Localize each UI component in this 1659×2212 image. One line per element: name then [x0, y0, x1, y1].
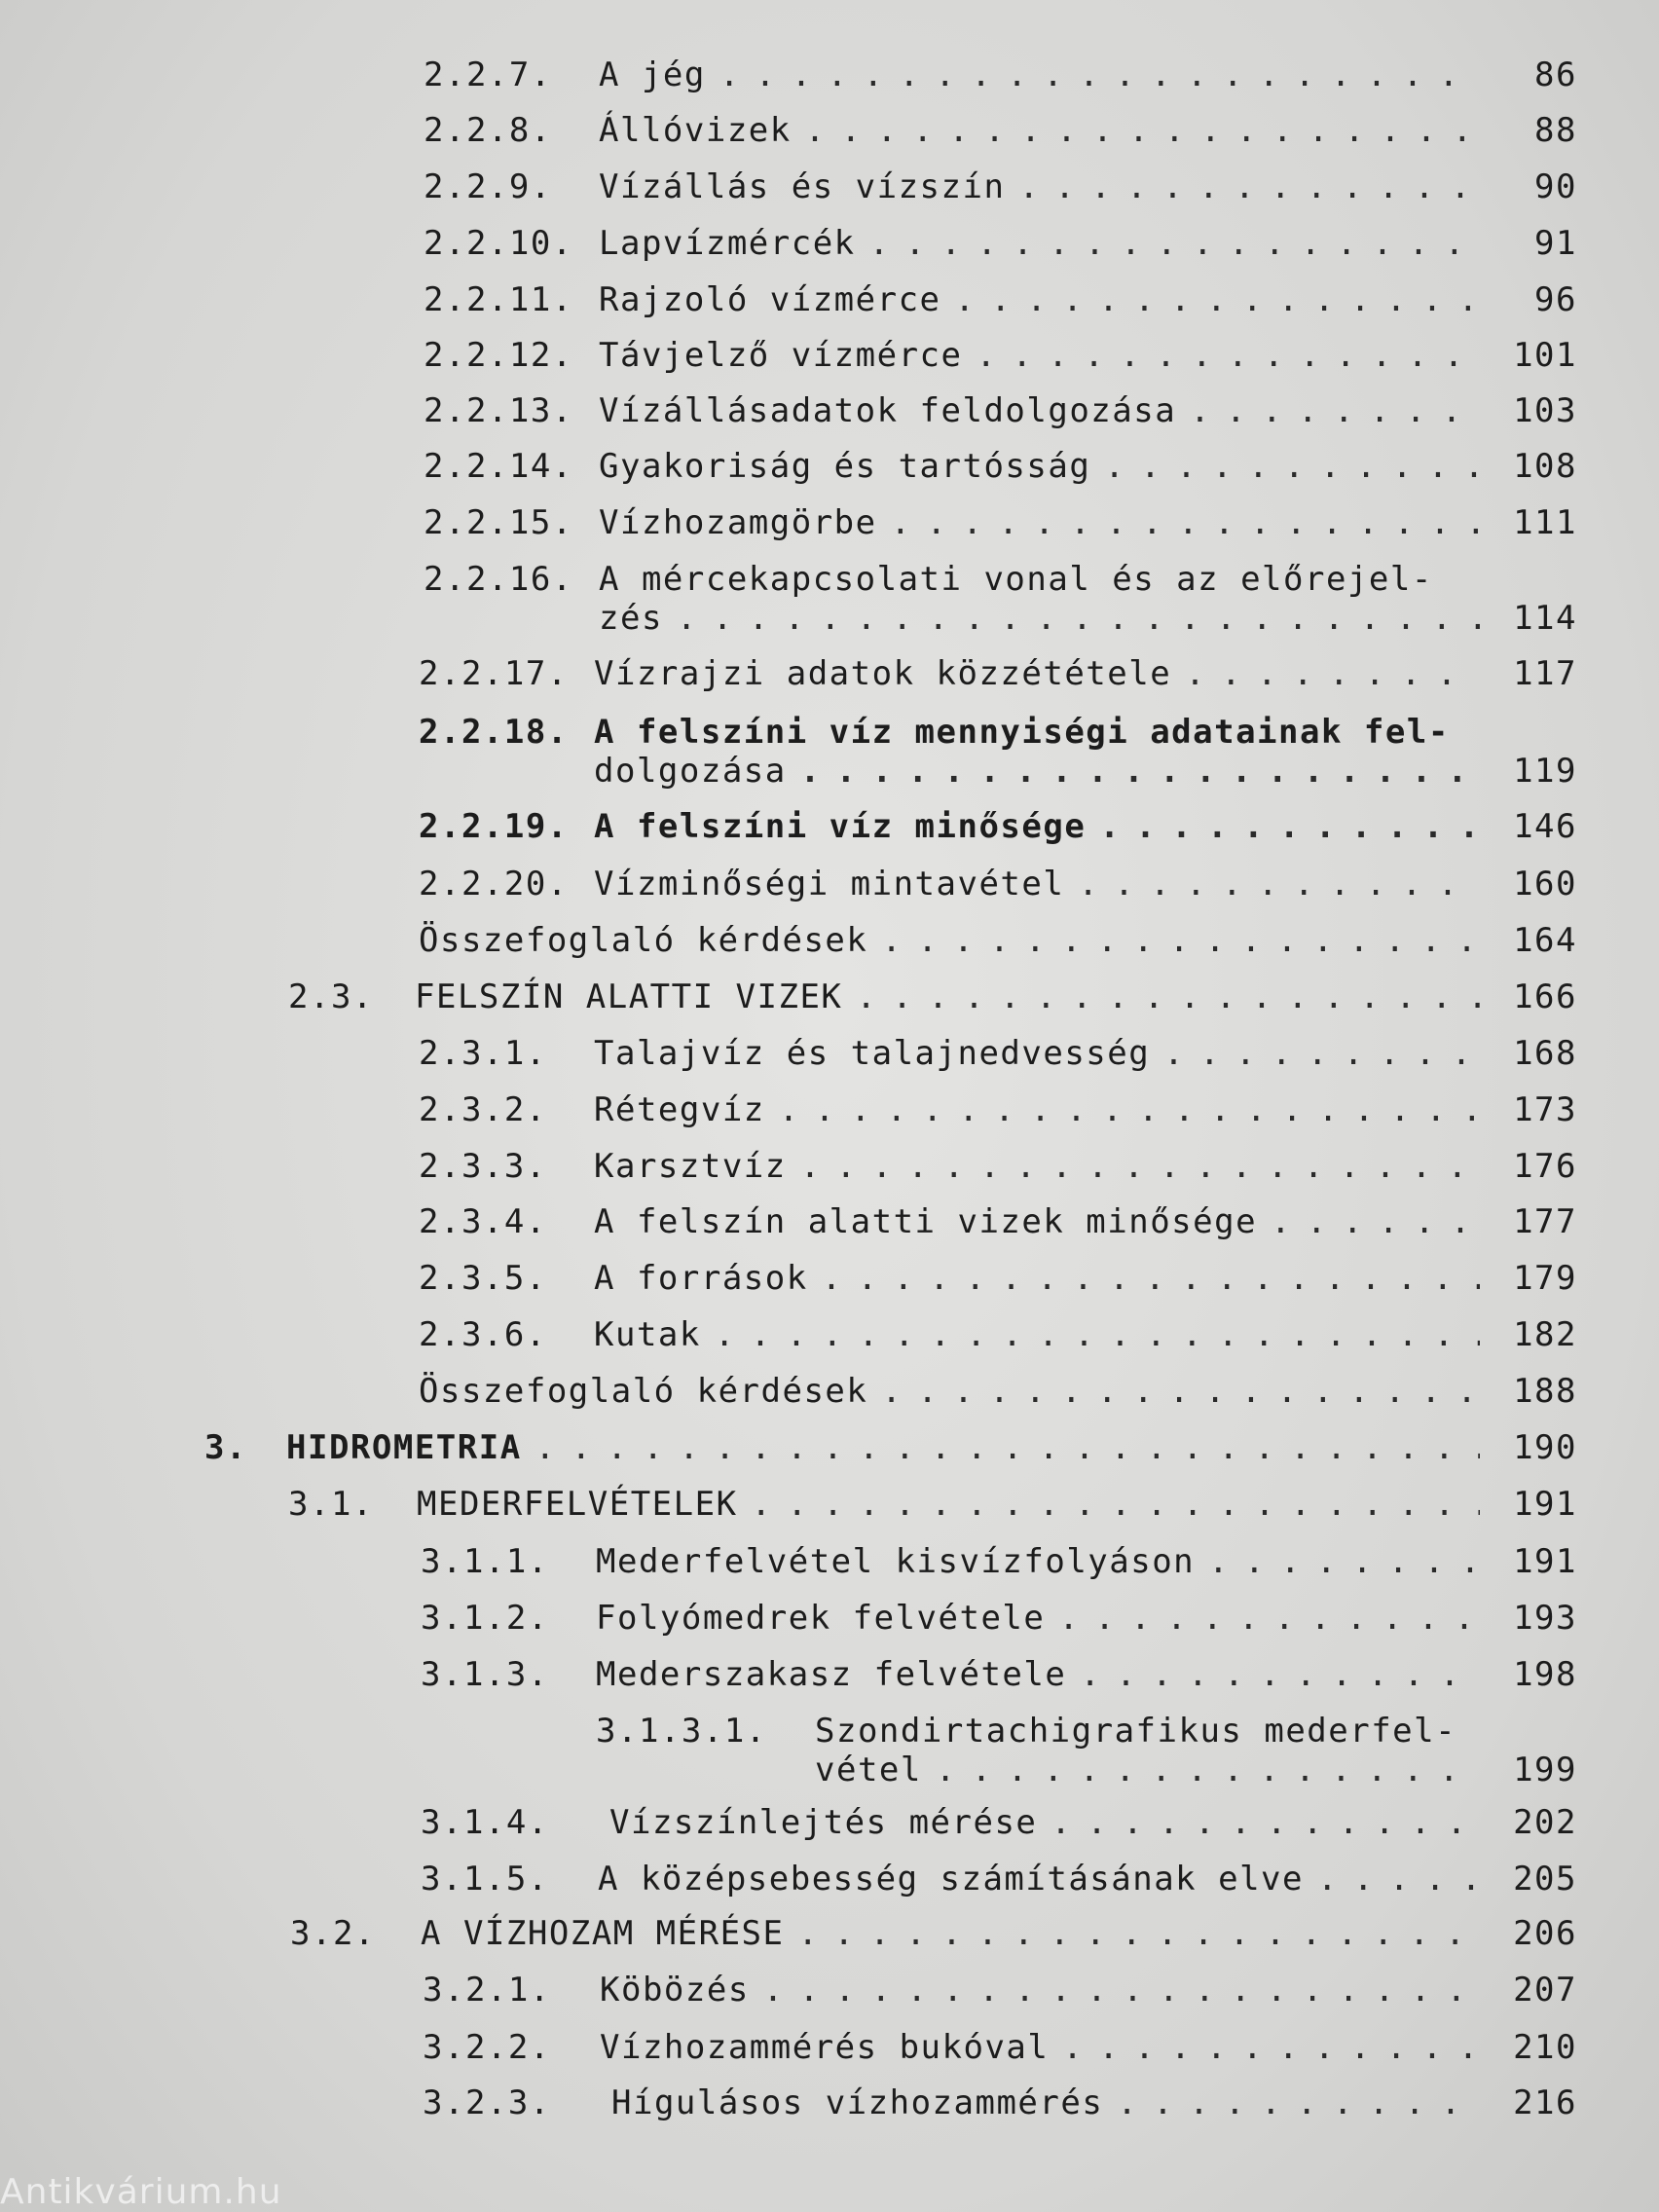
- toc-title: A mércekapcsolati vonal és az előrejel-: [599, 560, 1433, 599]
- toc-number: 2.2.17.: [419, 654, 569, 693]
- toc-title: Karsztvíz: [594, 1147, 787, 1186]
- toc-entry-summary-questions-1: [419, 919, 1577, 977]
- toc-page-number: 206: [1513, 1914, 1577, 1953]
- toc-page-number: 190: [1513, 1428, 1577, 1467]
- toc-title: Mederszakasz felvétele: [596, 1655, 1067, 1694]
- toc-number: 2.2.12.: [424, 336, 573, 375]
- toc-page-number: 86: [1534, 55, 1577, 94]
- toc-title: Köbözés: [600, 1971, 750, 2009]
- toc-page-number: 108: [1513, 447, 1577, 486]
- toc-number: 2.2.19.: [419, 807, 569, 846]
- toc-page-number: 182: [1513, 1315, 1577, 1354]
- toc-entry-2-2-11: [419, 278, 1577, 337]
- toc-title: Vízállásadatok feldolgozása: [599, 391, 1177, 430]
- toc-title: A jég: [599, 55, 706, 94]
- toc-entry-3-2-1: [421, 1969, 1577, 2027]
- toc-number: 3.2.2.: [423, 2028, 551, 2067]
- toc-title-continuation: vétel: [815, 1751, 922, 1789]
- toc-number: 3.1.1.: [421, 1542, 549, 1581]
- toc-entry-3-1-1: [419, 1540, 1577, 1599]
- toc-page-number: 191: [1513, 1542, 1577, 1581]
- toc-entry-2-2-12: [419, 334, 1577, 392]
- toc-title: A középsebesség számításának elve: [598, 1860, 1305, 1899]
- toc-number: 2.3.2.: [419, 1090, 547, 1129]
- toc-number: 3.1.5.: [421, 1860, 549, 1899]
- toc-page-number: 216: [1513, 2083, 1577, 2122]
- toc-number: 3.1.3.: [421, 1655, 549, 1694]
- toc-number: 2.2.18.: [419, 713, 569, 752]
- toc-title: A felszíni víz mennyiségi adatainak fel-: [594, 713, 1450, 752]
- toc-page-number: 146: [1513, 807, 1577, 846]
- toc-number: 3.2.: [290, 1914, 376, 1953]
- toc-entry-2-3: [288, 976, 1577, 1034]
- toc-page-number: 164: [1513, 921, 1577, 960]
- toc-entry-2-3-5: [419, 1257, 1577, 1315]
- toc-number: 2.2.13.: [424, 391, 573, 430]
- toc-title: MEDERFELVÉTELEK: [417, 1485, 738, 1524]
- toc-page-number: 160: [1513, 865, 1577, 903]
- toc-page-number: 91: [1534, 224, 1577, 263]
- toc-entry-3-1-5: [419, 1858, 1577, 1916]
- toc-number: 2.2.16.: [424, 560, 573, 599]
- toc-entry-3-2-3: [421, 2082, 1577, 2140]
- toc-title: FELSZÍN ALATTI VIZEK: [415, 977, 843, 1016]
- toc-title: HIDROMETRIA: [286, 1428, 522, 1467]
- toc-entry-2-2-8: [419, 109, 1577, 167]
- toc-entry-2-3-2: [419, 1088, 1577, 1147]
- toc-title: Távjelző vízmérce: [599, 336, 963, 375]
- toc-entry-2-3-6: [419, 1313, 1577, 1372]
- toc-entry-2-2-19: [419, 805, 1577, 864]
- toc-title: Vízszínlejtés mérése: [609, 1803, 1038, 1842]
- toc-page-number: 198: [1513, 1655, 1577, 1694]
- toc-entry-2-2-7: [419, 54, 1577, 112]
- toc-title: Lapvízmércék: [599, 224, 856, 263]
- toc-number: 2.2.7.: [424, 55, 552, 94]
- toc-page-number: 176: [1513, 1147, 1577, 1186]
- toc-number: 2.2.15.: [424, 503, 573, 542]
- toc-number: 2.3.4.: [419, 1202, 547, 1241]
- toc-title: A VÍZHOZAM MÉRÉSE: [421, 1914, 785, 1953]
- toc-number: 3.1.: [288, 1485, 374, 1524]
- toc-page-number: 96: [1534, 280, 1577, 319]
- toc-entry-2-2-9: [419, 166, 1577, 224]
- toc-number: 2.2.9.: [424, 167, 552, 206]
- toc-page-number: 119: [1513, 752, 1577, 791]
- toc-title: Mederfelvétel kisvízfolyáson: [596, 1542, 1196, 1581]
- toc-page-number: 191: [1513, 1485, 1577, 1524]
- toc-title: Összefoglaló kérdések: [419, 921, 868, 960]
- toc-title: Kutak: [594, 1315, 701, 1354]
- toc-number: 2.3.3.: [419, 1147, 547, 1186]
- toc-entry-3-1: [288, 1483, 1577, 1541]
- toc-title: Összefoglaló kérdések: [419, 1372, 868, 1411]
- toc-page-number: 101: [1513, 336, 1577, 375]
- toc-entry-3-2: [290, 1912, 1577, 1971]
- toc-title: Hígulásos vízhozammérés: [611, 2083, 1104, 2122]
- toc-number: 2.2.11.: [424, 280, 573, 319]
- toc-entry-3-1-4: [419, 1801, 1577, 1860]
- toc-title: Rétegvíz: [594, 1090, 765, 1129]
- toc-entry-2-2-17: [419, 652, 1577, 711]
- toc-page-number: 117: [1513, 654, 1577, 693]
- toc-number: 2.3.5.: [419, 1259, 547, 1298]
- toc-entry-3: [204, 1426, 1577, 1485]
- toc-number: 3.: [204, 1428, 247, 1467]
- toc-entry-2-2-15: [419, 501, 1577, 560]
- toc-title: A felszíni víz minősége: [594, 807, 1087, 846]
- toc-entry-2-3-1: [419, 1032, 1577, 1090]
- toc-number: 2.2.20.: [419, 865, 569, 903]
- toc-page-number: 179: [1513, 1259, 1577, 1298]
- toc-title: Szondirtachigrafikus mederfel-: [815, 1712, 1457, 1751]
- toc-page-number: 111: [1513, 503, 1577, 542]
- toc-title: Gyakoriság és tartósság: [599, 447, 1091, 486]
- toc-page-number: 177: [1513, 1202, 1577, 1241]
- toc-page-number: 103: [1513, 391, 1577, 430]
- toc-number: 3.1.4.: [421, 1803, 549, 1842]
- toc-page-number: 199: [1513, 1751, 1577, 1789]
- toc-page-number: 173: [1513, 1090, 1577, 1129]
- toc-title-continuation: zés: [599, 599, 663, 638]
- toc-title: Vízhozamgörbe: [599, 503, 877, 542]
- toc-entry-3-1-3-1: [596, 1710, 1577, 1807]
- toc-page-number: 205: [1513, 1860, 1577, 1899]
- toc-page-number: 168: [1513, 1034, 1577, 1073]
- toc-page-number: 166: [1513, 977, 1577, 1016]
- toc-title: Állóvizek: [599, 111, 792, 150]
- toc-number: 3.2.1.: [423, 1971, 551, 2009]
- toc-page-number: 88: [1534, 111, 1577, 150]
- toc-number: 2.2.10.: [424, 224, 573, 263]
- toc-title: A felszín alatti vizek minősége: [594, 1202, 1258, 1241]
- toc-number: 2.3.6.: [419, 1315, 547, 1354]
- toc-number: 3.1.3.1.: [596, 1712, 767, 1751]
- toc-page-number: 202: [1513, 1803, 1577, 1842]
- toc-page-number: 193: [1513, 1599, 1577, 1638]
- toc-title: Folyómedrek felvétele: [596, 1599, 1046, 1638]
- toc-title: Vízrajzi adatok közzététele: [594, 654, 1172, 693]
- toc-page-number: 210: [1513, 2028, 1577, 2067]
- toc-title: Talajvíz és talajnedvesség: [594, 1034, 1151, 1073]
- toc-number: 2.2.14.: [424, 447, 573, 486]
- toc-entry-2-2-10: [419, 222, 1577, 280]
- toc-title: Rajzoló vízmérce: [599, 280, 941, 319]
- toc-number: 2.2.8.: [424, 111, 552, 150]
- toc-number: 3.1.2.: [421, 1599, 549, 1638]
- toc-entry-2-3-3: [419, 1145, 1577, 1203]
- toc-entry-2-2-16: [419, 558, 1577, 655]
- toc-number: 3.2.3.: [423, 2083, 551, 2122]
- toc-entry-summary-questions-2: [419, 1370, 1577, 1428]
- toc-number: 2.3.1.: [419, 1034, 547, 1073]
- toc-page-number: 188: [1513, 1372, 1577, 1411]
- toc-title: A források: [594, 1259, 808, 1298]
- toc-title: Vízhozammérés bukóval: [600, 2028, 1050, 2067]
- toc-page-number: 114: [1513, 599, 1577, 638]
- toc-entry-2-3-4: [419, 1200, 1577, 1259]
- toc-entry-2-2-18: [419, 711, 1577, 808]
- toc-page-number: 90: [1534, 167, 1577, 206]
- toc-entry-2-2-14: [419, 445, 1577, 503]
- toc-entry-2-2-13: [419, 389, 1577, 448]
- toc-entry-3-1-3: [419, 1653, 1577, 1712]
- toc-entry-3-2-2: [421, 2026, 1577, 2084]
- watermark: Antikvárium.hu: [0, 2172, 282, 2212]
- toc-page-number: 207: [1513, 1971, 1577, 2009]
- toc-title: Vízállás és vízszín: [599, 167, 1006, 206]
- toc-title-continuation: dolgozása: [594, 752, 787, 791]
- toc-entry-2-2-20: [419, 863, 1577, 921]
- toc-entry-3-1-2: [419, 1597, 1577, 1655]
- toc-title: Vízminőségi mintavétel: [594, 865, 1065, 903]
- toc-number: 2.3.: [288, 977, 374, 1016]
